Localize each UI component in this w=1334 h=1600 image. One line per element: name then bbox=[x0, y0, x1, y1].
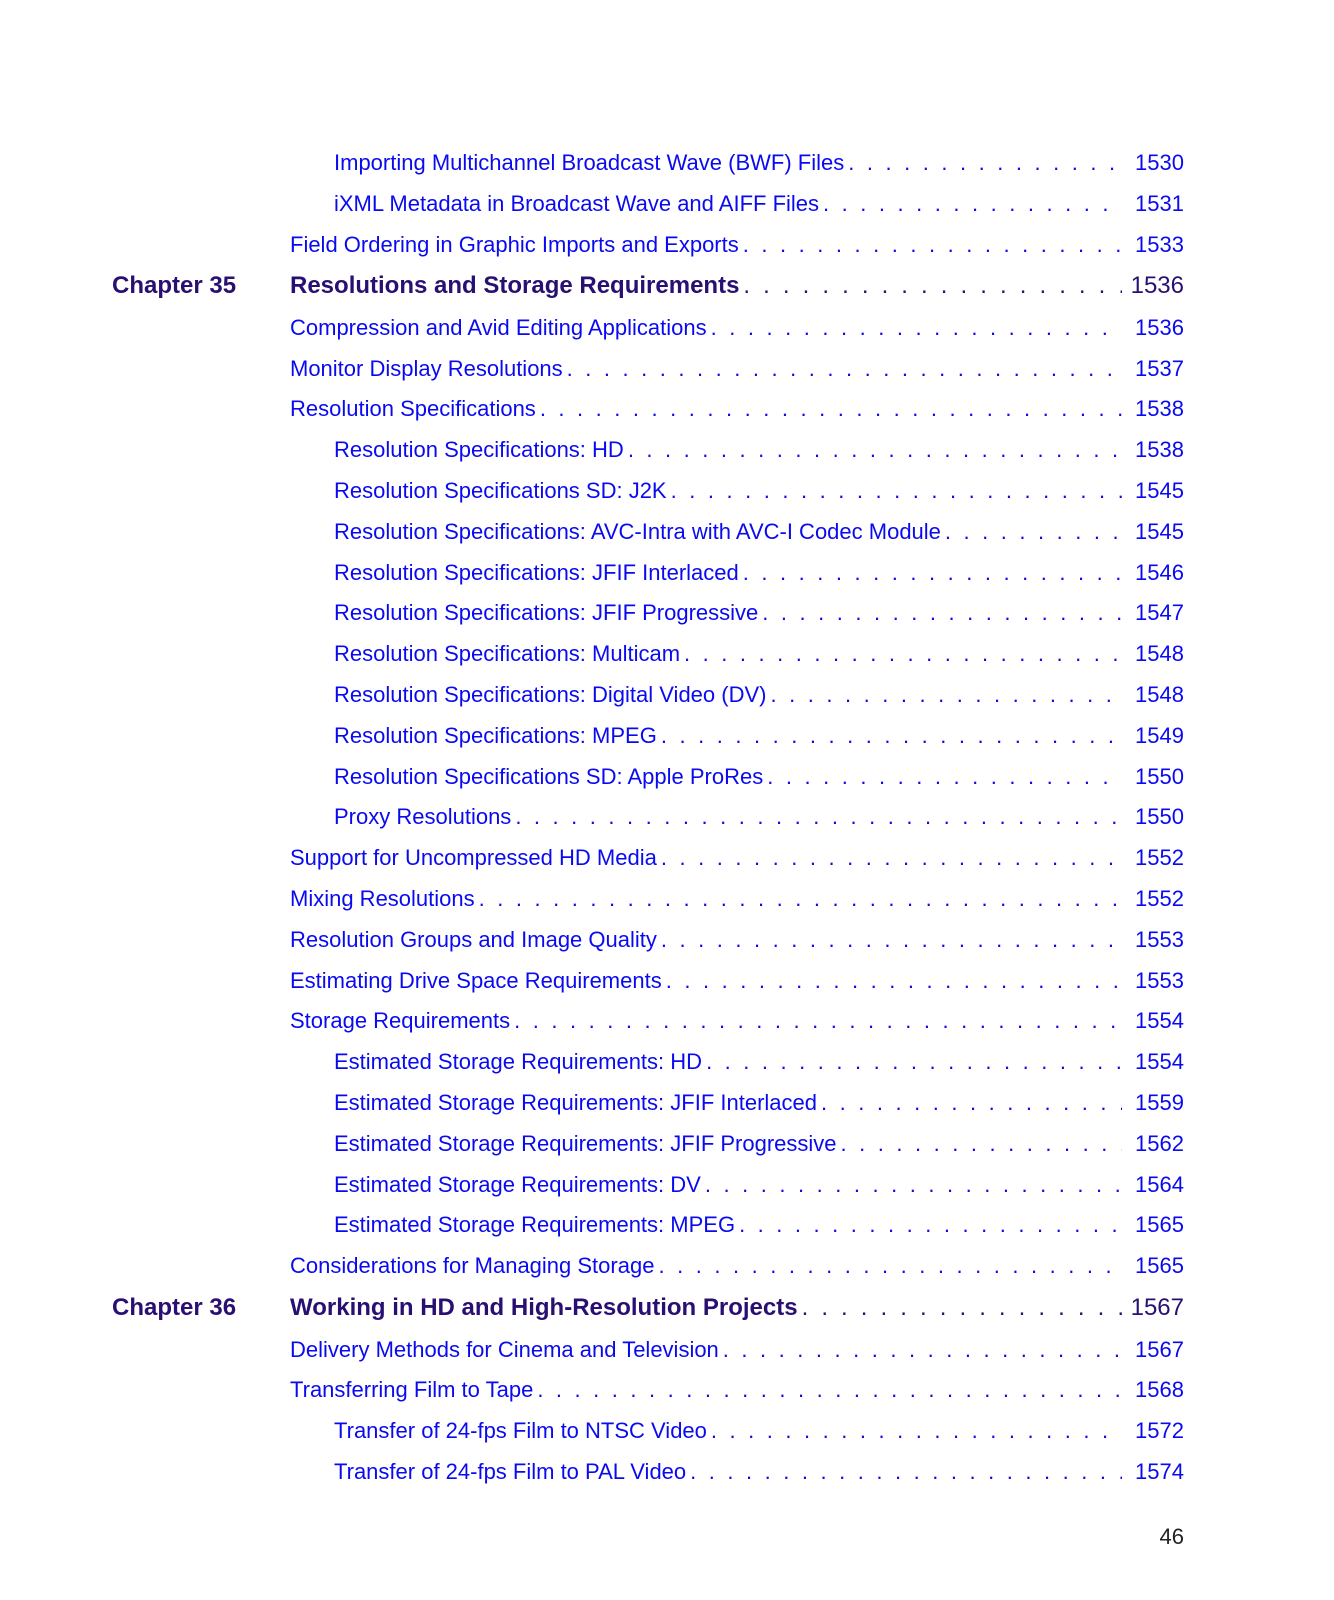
toc-page-number: 1553 bbox=[1135, 926, 1184, 952]
toc-entry-title: Transferring Film to Tape bbox=[290, 1377, 534, 1403]
toc-entry-row bbox=[0, 390, 1334, 431]
toc-page-number: 1564 bbox=[1135, 1171, 1184, 1197]
toc-entry-row bbox=[0, 594, 1334, 635]
toc-entry-row bbox=[0, 1206, 1334, 1247]
toc-entry-row bbox=[0, 1084, 1334, 1125]
dot-leader bbox=[945, 519, 1122, 545]
toc-entry-row bbox=[0, 1166, 1334, 1207]
dot-leader bbox=[671, 478, 1122, 504]
toc-entry-title: Considerations for Managing Storage bbox=[290, 1253, 655, 1279]
toc-chapter-row bbox=[0, 266, 1334, 309]
dot-leader bbox=[770, 682, 1122, 708]
dot-leader bbox=[515, 804, 1122, 830]
toc-page-number: 1531 bbox=[1135, 190, 1184, 216]
toc-link[interactable] bbox=[334, 150, 1184, 176]
toc-entry-title: Estimated Storage Requirements: JFIF Progressive bbox=[334, 1130, 837, 1156]
toc-entry-title: Resolution Groups and Image Quality bbox=[290, 926, 657, 952]
toc-entry-row bbox=[0, 962, 1334, 1003]
chapter-label: Chapter 35 bbox=[112, 272, 237, 300]
dot-leader bbox=[684, 641, 1122, 667]
toc-link[interactable] bbox=[334, 1212, 1184, 1238]
toc-page-number: 1550 bbox=[1135, 804, 1184, 830]
toc-entry-row bbox=[0, 513, 1334, 554]
dot-leader bbox=[762, 600, 1122, 626]
toc-entry-row bbox=[0, 676, 1334, 717]
toc-entry-title: Resolution Specifications: MPEG bbox=[334, 722, 657, 748]
dot-leader bbox=[743, 560, 1122, 586]
toc-link[interactable] bbox=[290, 396, 1184, 422]
toc-page-number: 1562 bbox=[1135, 1130, 1184, 1156]
toc-link[interactable] bbox=[290, 886, 1184, 912]
toc-page-number: 1546 bbox=[1135, 559, 1184, 585]
toc-link[interactable] bbox=[290, 1253, 1184, 1279]
toc-entry-title: Estimated Storage Requirements: MPEG bbox=[334, 1212, 736, 1238]
dot-leader bbox=[537, 1377, 1122, 1403]
dot-leader bbox=[739, 1212, 1122, 1238]
toc-page-number: 1545 bbox=[1135, 518, 1184, 544]
toc-page-number: 1565 bbox=[1135, 1253, 1184, 1279]
toc-link[interactable] bbox=[290, 272, 1184, 300]
toc-entry-title: Estimated Storage Requirements: JFIF Interlaced bbox=[334, 1090, 817, 1116]
toc-entry-title: Working in HD and High-Resolution Projects bbox=[290, 1294, 798, 1322]
toc-page-number: 1538 bbox=[1135, 396, 1184, 422]
toc-link[interactable] bbox=[290, 1337, 1184, 1363]
toc-page-number: 1552 bbox=[1135, 845, 1184, 871]
toc-link[interactable] bbox=[290, 1294, 1184, 1322]
toc-entry-row bbox=[0, 839, 1334, 880]
dot-leader bbox=[848, 150, 1122, 176]
dot-leader bbox=[743, 272, 1122, 300]
toc-page-number: 1547 bbox=[1135, 600, 1184, 626]
toc-page-number: 1548 bbox=[1135, 641, 1184, 667]
dot-leader bbox=[705, 1172, 1122, 1198]
toc-entry-row bbox=[0, 717, 1334, 758]
toc-entry-title: Resolution Specifications: AVC-Intra with AVC-I Codec Module bbox=[334, 518, 941, 544]
toc-entry-row bbox=[0, 1125, 1334, 1166]
dot-leader bbox=[767, 764, 1122, 790]
toc-entry-title: Resolutions and Storage Requirements bbox=[290, 272, 740, 300]
toc-entry-row bbox=[0, 880, 1334, 921]
toc-page-number: 1574 bbox=[1135, 1458, 1184, 1484]
toc-entry-row bbox=[0, 758, 1334, 799]
toc-page-number: 1565 bbox=[1135, 1212, 1184, 1238]
toc-page-number: 1568 bbox=[1135, 1377, 1184, 1403]
toc-page-number: 1567 bbox=[1135, 1336, 1184, 1362]
toc-link[interactable] bbox=[334, 1131, 1184, 1157]
dot-leader bbox=[661, 845, 1122, 871]
toc-link[interactable] bbox=[334, 1459, 1184, 1485]
toc-entry-title: Resolution Specifications SD: Apple ProRes bbox=[334, 763, 764, 789]
toc-link[interactable] bbox=[290, 356, 1184, 382]
dot-leader bbox=[661, 723, 1122, 749]
toc-entry-title: Transfer of 24-fps Film to NTSC Video bbox=[334, 1418, 707, 1444]
dot-leader bbox=[658, 1253, 1122, 1279]
toc-page-number: 1552 bbox=[1135, 886, 1184, 912]
toc-entry-row bbox=[0, 144, 1334, 185]
toc-entry-title: Resolution Specifications: HD bbox=[334, 437, 624, 463]
toc-page-number: 1553 bbox=[1135, 967, 1184, 993]
toc-page-number: 1567 bbox=[1130, 1294, 1184, 1322]
toc-entry-title: Field Ordering in Graphic Imports and Exports bbox=[290, 231, 739, 257]
toc-entry-title: Proxy Resolutions bbox=[334, 804, 512, 830]
toc-entry-title: Transfer of 24-fps Film to PAL Video bbox=[334, 1458, 687, 1484]
toc-link[interactable] bbox=[334, 560, 1184, 586]
toc-link[interactable] bbox=[290, 315, 1184, 341]
dot-leader bbox=[479, 886, 1122, 912]
toc-page-number: 1554 bbox=[1135, 1049, 1184, 1075]
toc-entry-row bbox=[0, 1002, 1334, 1043]
toc-link[interactable] bbox=[290, 927, 1184, 953]
toc-entry-title: Delivery Methods for Cinema and Television bbox=[290, 1336, 719, 1362]
dot-leader bbox=[841, 1131, 1122, 1157]
toc-entry-row bbox=[0, 350, 1334, 391]
toc-entry-row bbox=[0, 185, 1334, 226]
toc-link[interactable] bbox=[334, 478, 1184, 504]
toc-entry-title: Support for Uncompressed HD Media bbox=[290, 845, 657, 871]
dot-leader bbox=[567, 356, 1122, 382]
toc-entry-title: Compression and Avid Editing Applications bbox=[290, 314, 707, 340]
toc-entry-row bbox=[0, 1247, 1334, 1288]
dot-leader bbox=[540, 396, 1122, 422]
toc-page-number: 1536 bbox=[1135, 314, 1184, 340]
dot-leader bbox=[661, 927, 1122, 953]
toc-entry-row bbox=[0, 635, 1334, 676]
dot-leader bbox=[706, 1049, 1122, 1075]
toc-link[interactable] bbox=[334, 1049, 1184, 1075]
toc-link[interactable] bbox=[334, 804, 1184, 830]
toc-link[interactable] bbox=[334, 1172, 1184, 1198]
toc-entry-title: Resolution Specifications: JFIF Interlaced bbox=[334, 559, 739, 585]
toc-entry-row bbox=[0, 472, 1334, 513]
toc-entry-title: Importing Multichannel Broadcast Wave (BWF) Files bbox=[334, 150, 845, 175]
toc-entry-title: Estimated Storage Requirements: DV bbox=[334, 1171, 701, 1197]
toc-entry-row bbox=[0, 431, 1334, 472]
toc-entry-title: Resolution Specifications SD: J2K bbox=[334, 478, 667, 504]
toc-entry-row bbox=[0, 1371, 1334, 1412]
toc-entry-row bbox=[0, 309, 1334, 350]
toc-page-number: 1548 bbox=[1135, 682, 1184, 708]
toc-link[interactable] bbox=[334, 1090, 1184, 1116]
toc-entry-title: iXML Metadata in Broadcast Wave and AIFF Files bbox=[334, 190, 820, 216]
chapter-label: Chapter 36 bbox=[112, 1294, 237, 1322]
toc-page-number: 1559 bbox=[1135, 1090, 1184, 1116]
table-of-contents bbox=[0, 144, 1334, 1494]
toc-entry-row bbox=[0, 226, 1334, 267]
dot-leader bbox=[802, 1294, 1122, 1322]
toc-link[interactable] bbox=[334, 600, 1184, 626]
toc-page-number: 1530 bbox=[1135, 150, 1184, 175]
toc-entry-row bbox=[0, 921, 1334, 962]
toc-link[interactable] bbox=[290, 1377, 1184, 1403]
toc-page-number: 1550 bbox=[1135, 763, 1184, 789]
dot-leader bbox=[821, 1090, 1122, 1116]
toc-page-number: 1545 bbox=[1135, 478, 1184, 504]
toc-entry-row bbox=[0, 1043, 1334, 1084]
toc-page-number: 1572 bbox=[1135, 1418, 1184, 1444]
toc-entry-title: Storage Requirements bbox=[290, 1008, 511, 1034]
toc-entry-title: Mixing Resolutions bbox=[290, 886, 475, 912]
dot-leader bbox=[690, 1459, 1122, 1485]
toc-link[interactable] bbox=[290, 1008, 1184, 1034]
toc-link[interactable] bbox=[334, 764, 1184, 790]
toc-entry-row bbox=[0, 554, 1334, 595]
dot-leader bbox=[823, 191, 1122, 217]
dot-leader bbox=[514, 1008, 1122, 1034]
toc-link[interactable] bbox=[334, 641, 1184, 667]
toc-entry-title: Monitor Display Resolutions bbox=[290, 355, 563, 381]
toc-entry-row bbox=[0, 1331, 1334, 1372]
toc-link[interactable] bbox=[334, 191, 1184, 217]
toc-link[interactable] bbox=[290, 232, 1184, 258]
toc-entry-row bbox=[0, 1453, 1334, 1494]
toc-chapter-row bbox=[0, 1288, 1334, 1331]
toc-entry-title: Resolution Specifications bbox=[290, 396, 536, 422]
toc-entry-title: Estimated Storage Requirements: HD bbox=[334, 1049, 703, 1075]
toc-page-number: 1536 bbox=[1130, 272, 1184, 300]
dot-leader bbox=[711, 315, 1122, 341]
toc-entry-title: Resolution Specifications: Multicam bbox=[334, 641, 681, 667]
dot-leader bbox=[666, 968, 1122, 994]
toc-entry-title: Resolution Specifications: JFIF Progressive bbox=[334, 600, 759, 626]
toc-entry-title: Resolution Specifications: Digital Video (DV) bbox=[334, 682, 767, 708]
toc-link[interactable] bbox=[334, 519, 1184, 545]
toc-page-number: 1533 bbox=[1135, 231, 1184, 257]
toc-entry-row bbox=[0, 798, 1334, 839]
toc-entry-row bbox=[0, 1412, 1334, 1453]
dot-leader bbox=[711, 1418, 1122, 1444]
toc-link[interactable] bbox=[334, 1418, 1184, 1444]
toc-link[interactable] bbox=[334, 723, 1184, 749]
toc-page-number: 1537 bbox=[1135, 355, 1184, 381]
dot-leader bbox=[628, 437, 1122, 463]
dot-leader bbox=[743, 232, 1122, 258]
toc-link[interactable] bbox=[290, 845, 1184, 871]
toc-link[interactable] bbox=[334, 682, 1184, 708]
dot-leader bbox=[723, 1337, 1122, 1363]
toc-entry-title: Estimating Drive Space Requirements bbox=[290, 967, 662, 993]
toc-link[interactable] bbox=[290, 968, 1184, 994]
toc-page-number: 1538 bbox=[1135, 437, 1184, 463]
page-number: 46 bbox=[1159, 1524, 1184, 1549]
toc-page-number: 1554 bbox=[1135, 1008, 1184, 1034]
toc-page-number: 1549 bbox=[1135, 722, 1184, 748]
toc-link[interactable] bbox=[334, 437, 1184, 463]
